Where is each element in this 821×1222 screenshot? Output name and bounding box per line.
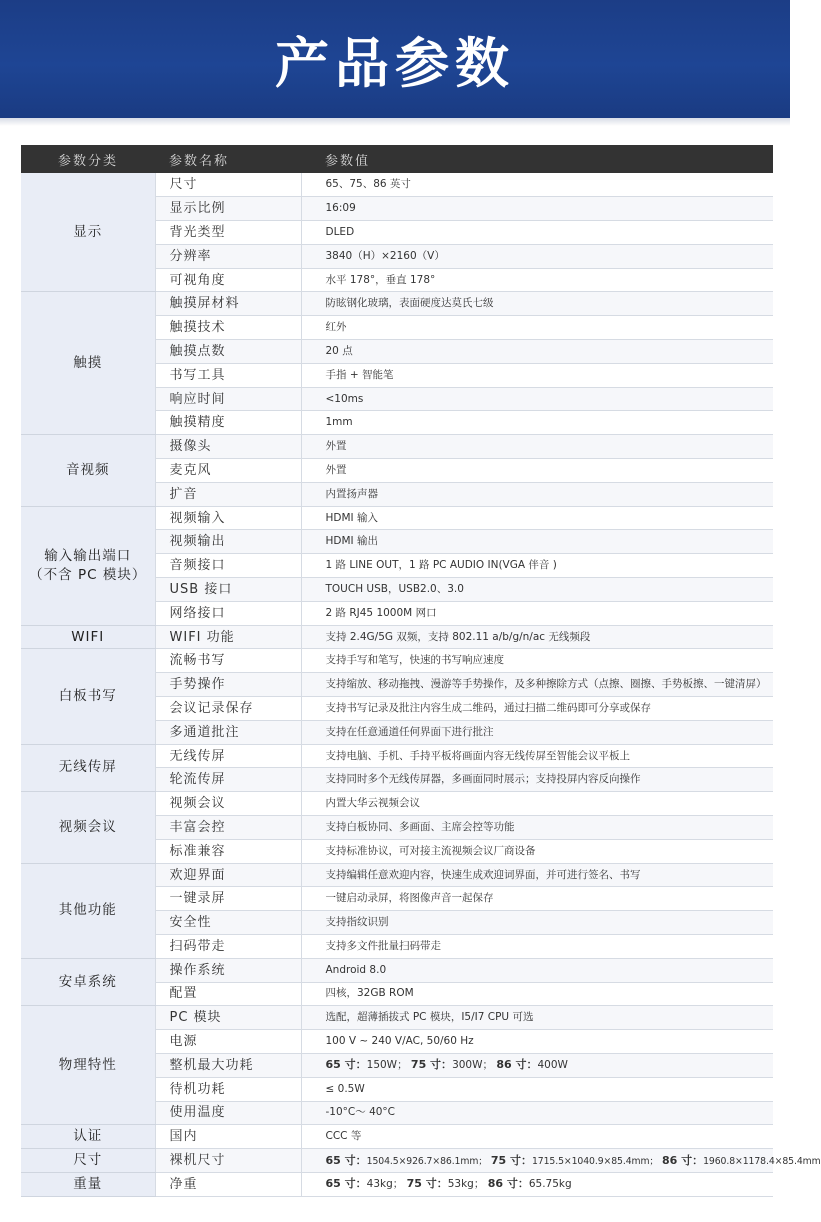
param-name: 丰富会控 [155, 816, 301, 840]
param-name: 轮流传屏 [155, 768, 301, 792]
param-value: 65、75、86 英寸 [301, 173, 773, 197]
category-cell: WIFI [21, 625, 155, 649]
param-value: 20 点 [301, 340, 773, 364]
table-row [21, 173, 773, 197]
spec-table-body [21, 173, 821, 1196]
param-name: 尺寸 [155, 173, 301, 197]
param-value: 支持手写和笔写，快速的书写响应速度 [301, 649, 773, 673]
param-name: 电源 [155, 1030, 301, 1054]
param-name: WIFI 功能 [155, 625, 301, 649]
header-category: 参数分类 [21, 145, 155, 173]
param-value: TOUCH USB，USB2.0、3.0 [301, 578, 773, 602]
table-row [21, 1006, 773, 1030]
param-name: 背光类型 [155, 221, 301, 245]
size-label: 86 寸： [661, 1153, 704, 1167]
param-value: 3840（H）×2160（V） [301, 244, 773, 268]
param-value: 支持在任意通道任何界面下进行批注 [301, 720, 773, 744]
param-name: 欢迎界面 [155, 863, 301, 887]
param-name: PC 模块 [155, 1006, 301, 1030]
param-name: 显示比例 [155, 197, 301, 221]
table-row [21, 506, 773, 530]
param-value: 水平 178°，垂直 178° [301, 268, 773, 292]
size-label: 86 寸： [487, 1177, 529, 1191]
param-value: HDMI 输入 [301, 506, 773, 530]
param-value [301, 1172, 773, 1196]
param-value: 一键启动录屏，将图像声音一起保存 [301, 887, 773, 911]
param-name: 流畅书写 [155, 649, 301, 673]
param-value: 支持电脑、手机、手持平板将画面内容无线传屏至智能会议平板上 [301, 744, 773, 768]
category-cell: 认证 [21, 1125, 155, 1149]
table-row [21, 625, 773, 649]
param-name: 触摸技术 [155, 316, 301, 340]
param-name: 扩音 [155, 482, 301, 506]
category-cell: 触摸 [21, 292, 155, 435]
param-value: 1mm [301, 411, 773, 435]
param-value: 支持指纹识别 [301, 911, 773, 935]
param-value: 支持多文件批量扫码带走 [301, 935, 773, 959]
param-value: 内置扬声器 [301, 482, 773, 506]
param-name: 扫码带走 [155, 935, 301, 959]
category-cell: 安卓系统 [21, 958, 155, 1006]
param-value: 支持同时多个无线传屏器，多画面同时展示；支持投屏内容反向操作 [301, 768, 773, 792]
table-row [21, 1149, 773, 1173]
size-label: 75 寸： [410, 1058, 453, 1072]
param-value: ≤ 0.5W [301, 1077, 773, 1101]
table-row [21, 744, 773, 768]
size-label: 75 寸： [490, 1153, 532, 1167]
param-name: USB 接口 [155, 578, 301, 602]
param-value: CCC 等 [301, 1125, 773, 1149]
table-row [21, 958, 773, 982]
param-name: 配置 [155, 982, 301, 1006]
header-param-value: 参数值 [301, 145, 773, 173]
param-value: DLED [301, 221, 773, 245]
param-value: HDMI 输出 [301, 530, 773, 554]
page-title: 产品参数 [275, 31, 515, 95]
param-value: -10°C～ 40°C [301, 1101, 773, 1125]
size-value: 1504.5×926.7×86.1mm； [366, 1155, 488, 1167]
spec-table [21, 145, 821, 1197]
category-cell: 物理特性 [21, 1006, 155, 1125]
param-name: 分辨率 [155, 244, 301, 268]
param-name: 视频会议 [155, 792, 301, 816]
param-value: 内置大华云视频会议 [301, 792, 773, 816]
param-value [301, 1053, 773, 1077]
param-value: 支持编辑任意欢迎内容，快速生成欢迎词界面，并可进行签名、书写 [301, 863, 773, 887]
param-name: 可视角度 [155, 268, 301, 292]
param-name: 视频输出 [155, 530, 301, 554]
param-value: 防眩钢化玻璃，表面硬度达莫氏七级 [301, 292, 773, 316]
param-name: 触摸点数 [155, 340, 301, 364]
param-name: 摄像头 [155, 435, 301, 459]
table-row [21, 863, 773, 887]
param-name: 整机最大功耗 [155, 1053, 301, 1077]
param-name: 待机功耗 [155, 1077, 301, 1101]
category-cell: 白板书写 [21, 649, 155, 744]
param-name: 书写工具 [155, 363, 301, 387]
size-label: 65 寸： [325, 1058, 367, 1072]
param-value: 支持书写记录及批注内容生成二维码，通过扫描二维码即可分享或保存 [301, 697, 773, 721]
param-value: 手指 + 智能笔 [301, 363, 773, 387]
param-name: 触摸精度 [155, 411, 301, 435]
table-row [21, 792, 773, 816]
param-name: 国内 [155, 1125, 301, 1149]
param-name: 麦克风 [155, 459, 301, 483]
category-cell: 音视频 [21, 435, 155, 506]
param-value: 支持标准协议，可对接主流视频会议厂商设备 [301, 839, 773, 863]
param-name: 多通道批注 [155, 720, 301, 744]
param-name: 净重 [155, 1172, 301, 1196]
param-value [301, 1149, 821, 1173]
size-label: 86 寸： [496, 1058, 538, 1072]
param-value: 支持缩放、移动拖拽、漫游等手势操作，及多种擦除方式（点擦、圈擦、手势板擦、一键清屏） [301, 673, 773, 697]
table-row [21, 649, 773, 673]
param-name: 操作系统 [155, 958, 301, 982]
size-value: 1960.8×1178.4×85.4mm [703, 1155, 821, 1167]
param-name: 无线传屏 [155, 744, 301, 768]
param-name: 一键录屏 [155, 887, 301, 911]
param-name: 裸机尺寸 [155, 1149, 301, 1173]
size-label: 65 寸： [325, 1153, 367, 1167]
param-value: 2 路 RJ45 1000M 网口 [301, 601, 773, 625]
table-row [21, 1172, 773, 1196]
param-name: 手势操作 [155, 673, 301, 697]
param-name: 网络接口 [155, 601, 301, 625]
table-row [21, 435, 773, 459]
table-header-row [21, 145, 773, 173]
size-value: 300W； [452, 1059, 493, 1072]
param-name: 使用温度 [155, 1101, 301, 1125]
table-row [21, 292, 773, 316]
param-value: 支持白板协同、多画面、主席会控等功能 [301, 816, 773, 840]
size-value: 43kg； [366, 1178, 404, 1191]
category-cell: 尺寸 [21, 1149, 155, 1173]
param-value: 1 路 LINE OUT，1 路 PC AUDIO IN(VGA 伴音 ) [301, 554, 773, 578]
param-name: 标准兼容 [155, 839, 301, 863]
category-cell: 其他功能 [21, 863, 155, 958]
param-name: 视频输入 [155, 506, 301, 530]
size-value: 150W； [366, 1059, 408, 1072]
param-name: 会议记录保存 [155, 697, 301, 721]
param-value: 支持 2.4G/5G 双频，支持 802.11 a/b/g/n/ac 无线频段 [301, 625, 773, 649]
banner-shadow [0, 118, 790, 126]
category-cell: 输入输出端口 （不含 PC 模块） [21, 506, 155, 625]
size-value: 65.75kg [528, 1178, 572, 1191]
param-value: 选配，超薄插拔式 PC 模块，I5/I7 CPU 可选 [301, 1006, 773, 1030]
param-value: 16:09 [301, 197, 773, 221]
category-cell: 显示 [21, 173, 155, 292]
param-name: 响应时间 [155, 387, 301, 411]
size-value: 53kg； [447, 1178, 485, 1191]
header-param-name: 参数名称 [155, 145, 301, 173]
category-cell: 视频会议 [21, 792, 155, 863]
param-value: 100 V ~ 240 V/AC, 50/60 Hz [301, 1030, 773, 1054]
size-label: 75 寸： [406, 1177, 448, 1191]
param-value: 红外 [301, 316, 773, 340]
size-value: 400W [537, 1059, 568, 1072]
param-name: 安全性 [155, 911, 301, 935]
param-value: 四核，32GB ROM [301, 982, 773, 1006]
param-value: 外置 [301, 459, 773, 483]
size-label: 65 寸： [325, 1177, 367, 1191]
category-cell: 无线传屏 [21, 744, 155, 792]
table-row [21, 1125, 773, 1149]
param-name: 触摸屏材料 [155, 292, 301, 316]
size-value: 1715.5×1040.9×85.4mm； [531, 1155, 659, 1167]
category-cell: 重量 [21, 1172, 155, 1196]
param-value: <10ms [301, 387, 773, 411]
param-value: Android 8.0 [301, 958, 773, 982]
param-name: 音频接口 [155, 554, 301, 578]
param-value: 外置 [301, 435, 773, 459]
